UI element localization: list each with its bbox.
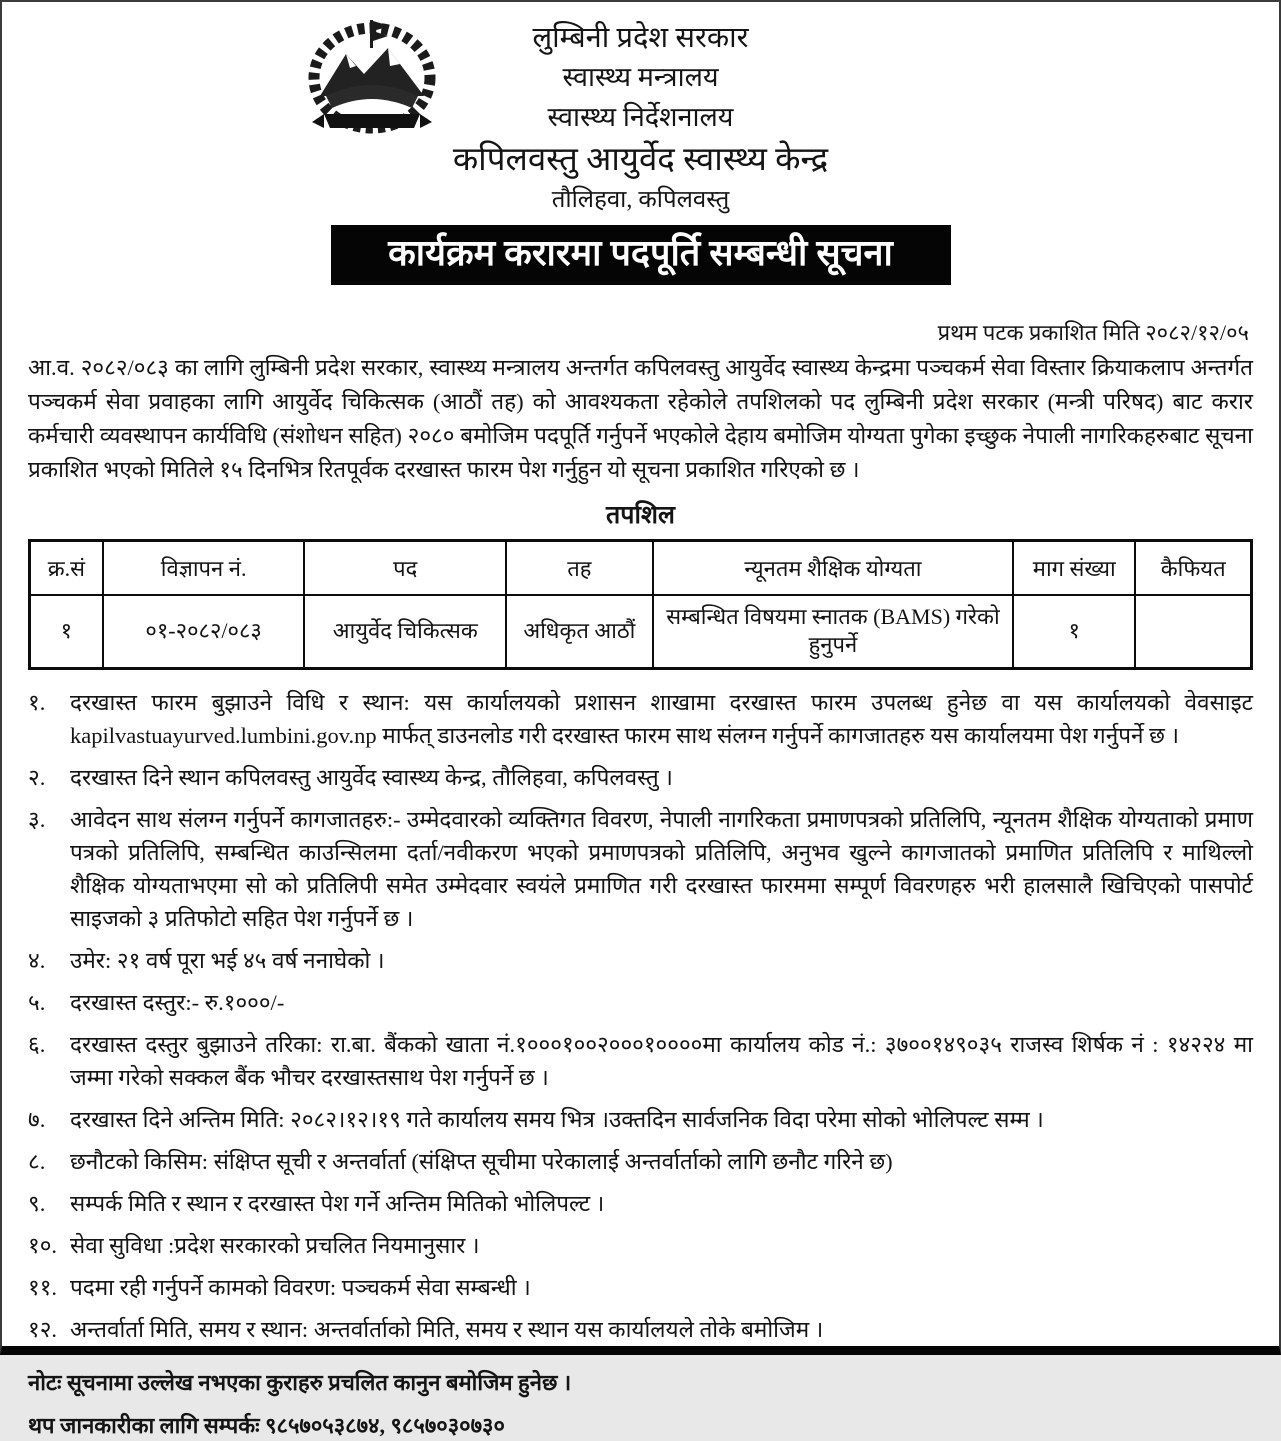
item-text: दरखास्त दिने अन्तिम मिति: २०८२।१२।१९ गते कार्यालय समय भित्र ।उक्तदिन सार्वजनिक विदा परेमा सोको भोलिपल्ट सम्म । <box>70 1107 1044 1132</box>
list-item <box>28 1103 1253 1136</box>
notice-title-banner: कार्यक्रम करारमा पदपूर्ति सम्बन्धी सूचना <box>331 225 951 285</box>
col-qualification: न्यूनतम शैक्षिक योग्यता <box>653 541 1014 595</box>
list-item <box>28 1028 1253 1094</box>
item-number: २. <box>28 765 46 790</box>
table-row <box>30 595 1252 669</box>
cell-qualification: सम्बन्धित विषयमा स्नातक (BAMS) गरेको हुनुपर्ने <box>653 595 1014 669</box>
cell-quantity: १ <box>1013 595 1135 669</box>
list-item <box>28 1229 1253 1262</box>
list-item <box>28 1145 1253 1178</box>
item-number: ९. <box>28 1191 46 1216</box>
item-number: ५. <box>28 990 46 1015</box>
item-text: दरखास्त फारम बुझाउने विधि र स्थान: यस कार्यालयको प्रशासन शाखामा दरखास्त फारम उपलब्ध हुनेछ वा यस कार्यालयको वेवसाइट kapilvastuayurved.lumbini.gov.np मार्फत् डाउनलोड गरी दरखास्त फारम साथ संलग्न गर्नुपर्ने कागजातहरु यस कार्यालयमा पेश गर्नुपर्ने छ । <box>70 690 1253 748</box>
table-header-row <box>30 541 1252 595</box>
table-title: तपशिल <box>606 502 675 529</box>
item-text: आवेदन साथ संलग्न गर्नुपर्ने कागजातहरु:- उम्मेदवारको व्यक्तिगत विवरण, नेपाली नागरिकता प्रमाणपत्रको प्रतिलिपि, न्यूनतम शैक्षिक योग्यताको प्रमाण पत्रको प्रतिलिपि, सम्बन्धित काउन्सिलमा दर्ता/नवीकरण भएको प्रमाणपत्रको प्रतिलिपि, अनुभव खुल्ने कागजातको प्रमाणित प्रतिलिपि र माथिल्लो शैक्षिक योग्यताभएमा सो को प्रतिलिपी समेत उम्मेदवार स्वयंले प्रमाणित गरी दरखास्त फारममा सम्पूर्ण विवरणहरु भरी हालसालै खिचिएको पासपोर्ट साइजको ३ प्रतिफोटो सहित पेश गर्नुपर्ने छ । <box>70 807 1253 931</box>
list-item <box>28 761 1253 794</box>
cell-level: अधिकृत आठौं <box>506 595 653 669</box>
list-item <box>28 1187 1253 1220</box>
list-item <box>28 1313 1253 1346</box>
legal-note: नोटः सूचनामा उल्लेख नभएका कुराहरु प्रचलित कानुन बमोजिम हुनेछ । <box>28 1370 572 1395</box>
vacancy-table <box>28 539 1253 670</box>
contact-note: थप जानकारीका लागि सम्पर्कः ९८५७०५३८७४, ९८५७०३०७३० <box>28 1413 505 1438</box>
item-number: ४. <box>28 948 46 973</box>
org-office: कपिलवस्तु आयुर्वेद स्वास्थ्य केन्द्र <box>452 142 829 178</box>
col-level: तह <box>506 541 653 595</box>
item-text: उमेर: २१ वर्ष पूरा भई ४५ वर्ष ननाघेको । <box>70 948 385 973</box>
org-directorate: स्वास्थ्य निर्देशनालय <box>547 102 734 132</box>
list-item <box>28 1271 1253 1304</box>
list-item <box>28 686 1253 752</box>
col-position: पद <box>304 541 506 595</box>
item-text: दरखास्त दस्तुर बुझाउने तरिका: रा.बा. बैंकको खाता नं.१०००१००२०००१००००मा कार्यालय कोड नं.: ३७००१४९०३५ राजस्व शिर्षक नं : १४२२४ मा जम्मा गरेको सक्कल बैंक भौचर दरखास्तसाथ पेश गर्नुपर्ने छ । <box>70 1032 1253 1090</box>
item-text: दरखास्त दिने स्थान कपिलवस्तु आयुर्वेद स्वास्थ्य केन्द्र, तौलिहवा, कपिलवस्तु । <box>70 765 673 790</box>
org-province: लुम्बिनी प्रदेश सरकार <box>532 22 749 54</box>
cell-advert-no: ०१-२०८२/०८३ <box>103 595 305 669</box>
item-text: पदमा रही गर्नुपर्ने कामको विवरण: पञ्चकर्म सेवा सम्बन्धी । <box>70 1275 531 1300</box>
intro-paragraph: आ.व. २०८२/०८३ का लागि लुम्बिनी प्रदेश सरकार, स्वास्थ्य मन्त्रालय अन्तर्गत कपिलवस्तु आयुर्वेद स्वास्थ्य केन्द्रमा पञ्चकर्म सेवा विस्तार क्रियाकलाप अन्तर्गत पञ्चकर्म सेवा प्रवाहका लागि आयुर्वेद चिकित्सक (आठौं तह) को आवश्यकता रहेकोले तपशिलको पद लुम्बिनी प्रदेश सरकार (मन्त्री परिषद) बाट करार कर्मचारी व्यवस्थापन कार्यविधि (संशोधन सहित) २०८० बमोजिम पदपूर्ति गर्नुपर्ने भएकोले देहाय बमोजिम योग्यता पुगेका इच्छुक नेपाली नागरिकहरुबाट सूचना प्रकाशित भएको मितिले १५ दिनभित्र रितपूर्वक दरखास्त फारम पेश गर्नुहुन यो सूचना प्रकाशित गरिएको छ । <box>28 355 1253 482</box>
col-remarks: कैफियत <box>1135 541 1251 595</box>
cell-position: आयुर्वेद चिकित्सक <box>304 595 506 669</box>
list-item <box>28 944 1253 977</box>
item-number: ७. <box>28 1107 46 1132</box>
item-number: ३. <box>28 807 46 832</box>
footer-notes <box>28 1368 1253 1441</box>
item-text: सेवा सुविधा :प्रदेश सरकारको प्रचलित नियमानुसार । <box>70 1233 480 1258</box>
item-number: १. <box>28 690 46 715</box>
col-quantity: माग संख्या <box>1013 541 1135 595</box>
item-text: छनौटको किसिम: संक्षिप्त सूची र अन्तर्वार्ता (संक्षिप्त सूचीमा परेकालाई अन्तर्वार्ताको लागि छनौट गरिने छ) <box>70 1149 893 1174</box>
col-advert-no: विज्ञापन नं. <box>103 541 305 595</box>
item-number: ८. <box>28 1149 46 1174</box>
item-text: दरखास्त दस्तुर:- रु.१०००/- <box>70 990 285 1015</box>
letterhead <box>28 14 1253 217</box>
item-number: १०. <box>28 1233 58 1258</box>
conditions-list <box>28 686 1253 1346</box>
col-serial: क्र.सं <box>30 541 103 595</box>
list-item <box>28 986 1253 1019</box>
item-number: ६. <box>28 1032 46 1057</box>
publication-date: प्रथम पटक प्रकाशित मिति २०८२/१२/०५ <box>937 320 1249 345</box>
cell-remarks <box>1135 595 1251 669</box>
list-item <box>28 803 1253 935</box>
nepal-government-emblem-icon <box>302 16 442 138</box>
item-text: सम्पर्क मिति र स्थान र दरखास्त पेश गर्ने अन्तिम मितिको भोलिपल्ट । <box>70 1191 605 1216</box>
item-number: १२. <box>28 1317 58 1342</box>
item-number: ११. <box>28 1275 58 1300</box>
cell-serial: १ <box>30 595 103 669</box>
org-address: तौलिहवा, कपिलवस्तु <box>551 187 730 213</box>
item-text: अन्तर्वार्ता मिति, समय र स्थान: अन्तर्वार्ताको मिति, समय र स्थान यस कार्यालयले तोके बमोजिम । <box>70 1317 824 1342</box>
org-ministry: स्वास्थ्य मन्त्रालय <box>562 62 719 92</box>
